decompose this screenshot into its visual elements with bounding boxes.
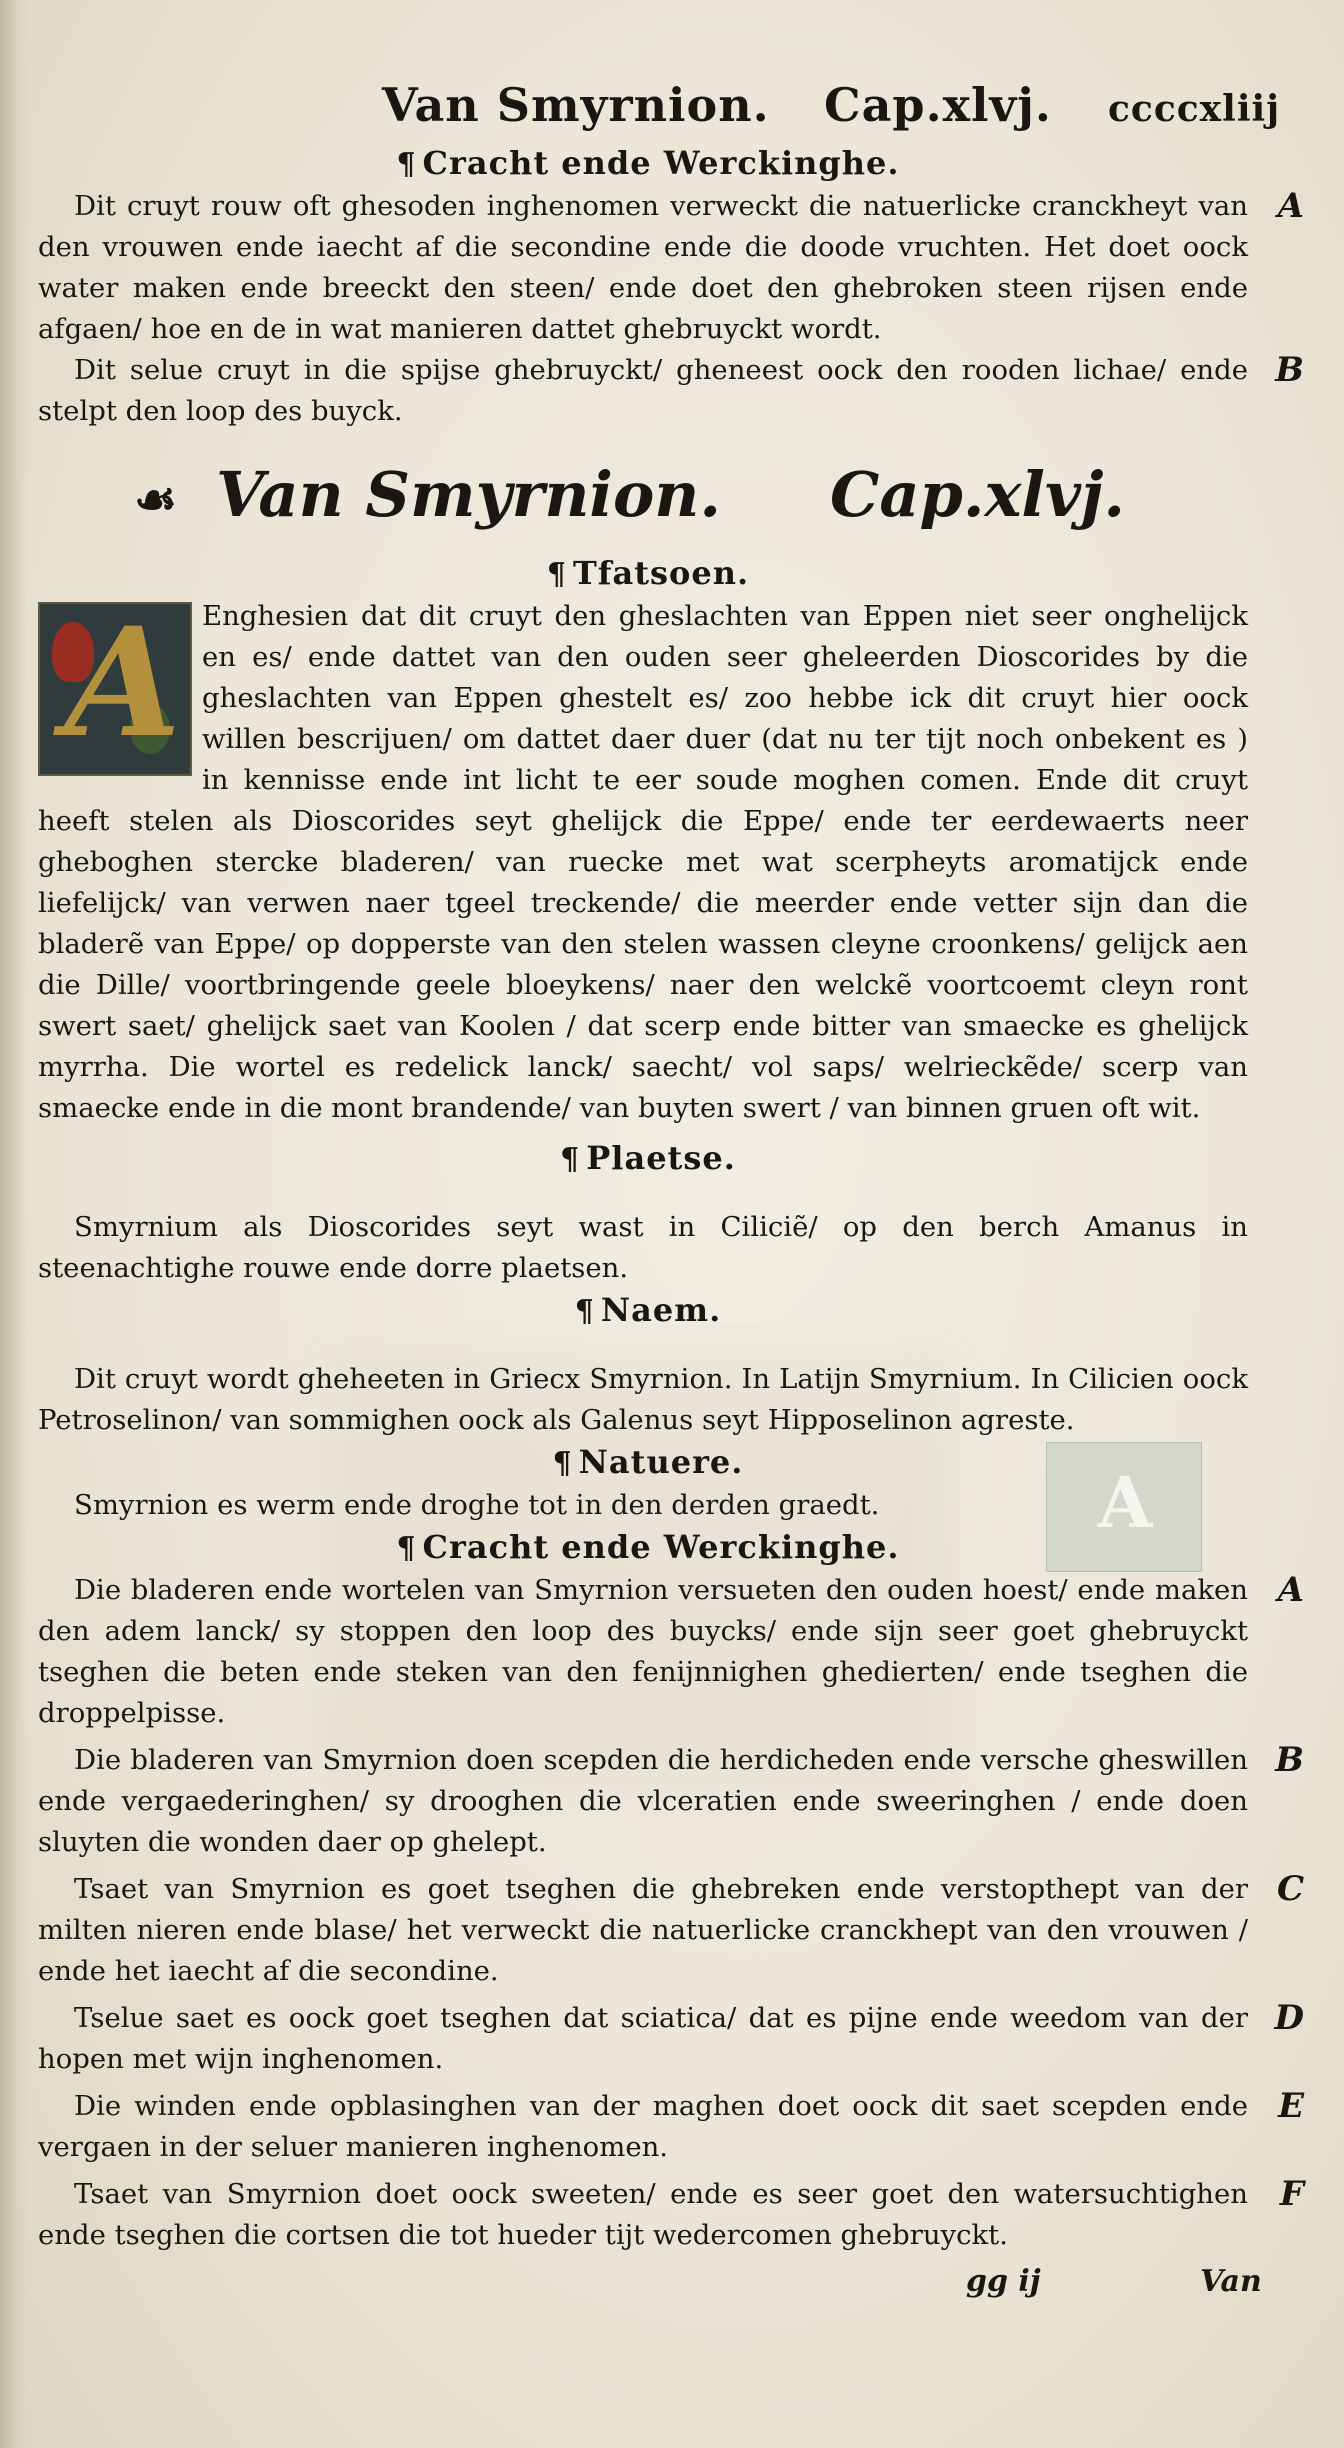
pilcrow-icon: ¶: [560, 1142, 581, 1177]
page-content: [38, 78, 1304, 2312]
pilcrow-icon: ¶: [396, 147, 417, 182]
paragraph: [38, 1570, 1304, 1734]
initial-letter: A: [64, 602, 182, 771]
paragraph-text: Dit cruyt wordt gheheeten in Griecx Smyrnion. In Latijn Smyrnium. In Cilicien oock Petroselinon/ van sommighen oock als Galenus seyt Hipposelinon agreste.: [38, 1363, 1248, 1436]
chapter-heading: [38, 458, 1258, 548]
paragraph: [38, 1869, 1304, 1992]
paragraph-text: Die bladeren ende wortelen van Smyrnion versueten den ouden hoest/ ende maken den adem lanck/ sy stoppen den loop des buycks/ ende sijn seer goet ghebruyckt tseghen die beten ende steken van den fenijnnighen ghedierten/ ende tseghen die droppelpisse.: [38, 1574, 1248, 1729]
paragraph-text: Enghesien dat dit cruyt den gheslachten van Eppen niet seer onghelijck en es/ ende dattet van den ouden seer gheleerden Dioscorides by die gheslachten van Eppen ghestelt es/ zoo hebbe ick dit cruyt hier oock willen bescrijuen/ om dattet daer duer (dat nu ter tijt noch onbekent es ) in kennisse ende int licht te eer soude moghen comen. Ende dit cruyt heeft stelen als Dioscorides seyt ghelijck die Eppe/ ende ter eerdewaerts neer gheboghen stercke bladeren/ van ruecke met wat scerpheyts aromatijck ende liefelijck/ van verwen naer tgeel treckende/ die meerder ende vetter sijn dan die bladerẽ van Eppe/ op dopperste van den stelen wassen cleyne croonkens/ gelijck aen die Dille/ voortbringende geele bloeykens/ naer den welckẽ voortcoemt cleyn ront swert saet/ ghelijck saet van Koolen / dat scerp ende bitter van smaecke es ghelijck myrrha. Die wortel es redelick lanck/ saecht/ vol saps/ welrieckẽde/ scerp van smaecke ende in die mont brandende/ van buyten swert / van binnen gruen oft wit.: [38, 600, 1248, 1124]
paragraph: [38, 1740, 1304, 1863]
margin-marker: C: [1276, 1869, 1304, 1909]
section-heading-text: Cracht ende Werckinghe.: [422, 144, 900, 182]
paragraph: [38, 1998, 1304, 2080]
paragraph: [38, 2174, 1304, 2256]
section-heading-text: Tfatsoen.: [572, 554, 750, 592]
catchword: Van: [1200, 2264, 1262, 2299]
section-heading-text: Naem.: [600, 1291, 722, 1329]
signature-mark: gg ij: [966, 2264, 1041, 2299]
pilcrow-icon: ¶: [574, 1294, 595, 1329]
section-heading-text: Plaetse.: [586, 1139, 736, 1177]
paragraph: [38, 186, 1304, 350]
paragraph: [38, 350, 1304, 432]
section-heading-prev-cracht: [38, 144, 1258, 182]
margin-marker: F: [1279, 2174, 1304, 2214]
section-heading-naem: [38, 1291, 1258, 1329]
margin-marker: E: [1278, 2086, 1304, 2126]
running-head-title: Van Smyrnion.: [382, 78, 770, 132]
paragraph-text: Tsaet van Smyrnion doet oock sweeten/ ende es seer goet den watersuchtighen ende tseghen die cortsen die tot hueder tijt wedercomen ghebruyckt.: [38, 2178, 1248, 2251]
margin-marker: B: [1275, 1740, 1304, 1780]
pilcrow-icon: ¶: [396, 1531, 417, 1566]
margin-marker: B: [1275, 350, 1304, 390]
section-heading-text: Cracht ende Werckinghe.: [422, 1528, 900, 1566]
folio-number: ccccxliij: [1108, 88, 1281, 130]
margin-marker: A: [1277, 186, 1304, 226]
margin-marker: D: [1274, 1998, 1304, 2038]
running-head: [38, 78, 1281, 142]
section-heading-plaetse: [38, 1139, 1258, 1177]
pilcrow-icon: ¶: [546, 557, 567, 592]
paragraph-text: Die winden ende opblasinghen van der maghen doet oock dit saet scepden ende vergaen in der seluer manieren inghenomen.: [38, 2090, 1248, 2163]
paragraph-text: Dit cruyt rouw oft ghesoden inghenomen verweckt die natuerlicke cranckheyt van den vrouwen ende iaecht af die secondine ende die doode vruchten. Het doet oock water maken ende breeckt den steen/ ende doet den ghebroken steen rijsen ende afgaen/ hoe en de in wat manieren dattet ghebruyckt wordt.: [38, 190, 1248, 345]
paragraph-text: Die bladeren van Smyrnion doen scepden die herdicheden ende versche gheswillen ende vergaederinghen/ sy drooghen die vlceratien ende sweeringhen / ende doen sluyten die wonden daer op ghelept.: [38, 1744, 1248, 1858]
chapter-title: Van Smyrnion.: [216, 458, 721, 531]
section-heading-text: Natuere.: [578, 1443, 744, 1481]
running-head-chapter: Cap.xlvj.: [824, 78, 1052, 132]
opening-paragraph: [38, 596, 1258, 1129]
page-footer: [38, 2264, 1262, 2312]
woodcut-illustration: [1046, 1442, 1202, 1572]
paragraph-text: Dit selue cruyt in die spijse ghebruyckt/ gheneest oock den rooden lichae/ ende stelpt den loop des buyck.: [38, 354, 1248, 427]
section-heading-tfatsoen: [38, 554, 1258, 592]
margin-marker: A: [1277, 1570, 1304, 1610]
hedera-ornament-icon: ☙: [134, 472, 178, 528]
paragraph-text: Tsaet van Smyrnion es goet tseghen die ghebreken ende verstopthept van der milten nieren ende blase/ het verweckt die natuerlicke cranckhept van den vrouwen / ende het iaecht af die secondine.: [38, 1873, 1248, 1987]
paragraph: [38, 2086, 1304, 2168]
paragraph-text: Smyrnium als Dioscorides seyt wast in Ciliciẽ/ op den berch Amanus in steenachtighe rouwe ende dorre plaetsen.: [38, 1211, 1248, 1284]
woodcut-initial-icon: A: [1097, 1461, 1153, 1544]
paragraph-text: Tselue saet es oock goet tseghen dat sciatica/ dat es pijne ende weedom van der hopen met wijn inghenomen.: [38, 2002, 1248, 2075]
paragraph-text: Smyrnion es werm ende droghe tot in den derden graedt.: [74, 1489, 880, 1521]
chapter-number: Cap.xlvj.: [830, 458, 1126, 531]
pilcrow-icon: ¶: [552, 1446, 573, 1481]
page-gutter-shadow: [0, 0, 28, 2448]
